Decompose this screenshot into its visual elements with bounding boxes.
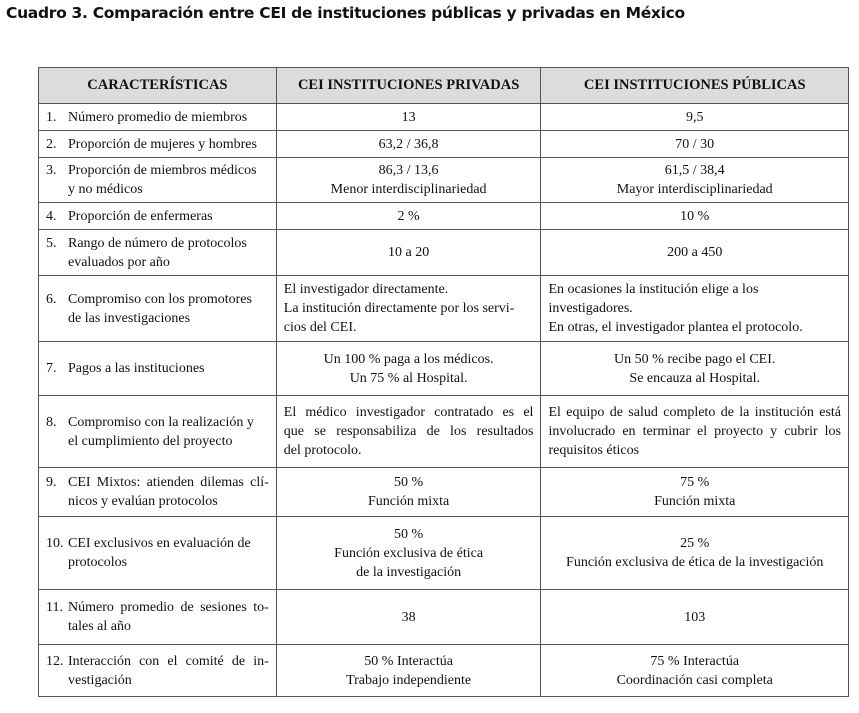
table-row [39, 104, 849, 131]
publicas-cell [541, 468, 849, 517]
cell-line: y no médicos [68, 182, 143, 197]
cell-line: Pagos a las instituciones [68, 361, 205, 376]
cell-line: La institución directamente por los servi- [283, 301, 515, 316]
cell-line: Se encauza al Hospital. [629, 370, 761, 386]
feature-cell [39, 517, 277, 590]
row-number: 3. [46, 163, 57, 178]
table-row [39, 203, 849, 230]
cell-line: 38 [401, 609, 416, 625]
cell-line: 9,5 [685, 109, 704, 125]
cell-line: 61,5 / 38,4 [664, 163, 725, 178]
cell-line: El médico investigador contratado es el [283, 405, 534, 420]
cell-line: 2 % [397, 208, 420, 224]
feature-cell [39, 158, 277, 203]
header-privadas: CEI INSTITUCIONES PRIVADAS [276, 68, 541, 104]
table-row [39, 276, 849, 342]
cell-line: En otras, el investigador plantea el protocolo. [548, 320, 803, 335]
cell-line: Mayor interdisciplinariedad [616, 182, 773, 197]
cell-line: Un 50 % recibe pago el CEI. [614, 351, 776, 367]
feature-cell [39, 104, 277, 131]
cell-line: Un 75 % al Hospital. [349, 370, 468, 386]
publicas-cell [541, 131, 849, 158]
cell-line: que se responsabiliza de los resultados [283, 424, 534, 439]
privadas-cell [276, 645, 541, 697]
cell-line: El equipo de salud completo de la institución está [548, 405, 841, 420]
row-number: 10. [46, 536, 64, 551]
publicas-cell [541, 645, 849, 697]
privadas-cell [276, 590, 541, 645]
privadas-cell [276, 517, 541, 590]
cell-line: Compromiso con la realización y [68, 414, 254, 430]
table-row [39, 468, 849, 517]
row-number: 4. [46, 208, 57, 224]
feature-cell [39, 203, 277, 230]
cell-line: Coordinación casi completa [616, 672, 773, 688]
publicas-cell [541, 517, 849, 590]
cell-line: 103 [684, 609, 706, 625]
cell-line: Menor interdisciplinariedad [330, 182, 487, 197]
row-number: 11. [46, 600, 63, 615]
row-number: 1. [46, 109, 57, 125]
privadas-cell [276, 158, 541, 203]
privadas-cell [276, 342, 541, 396]
cell-line: vestigación [68, 672, 132, 688]
cell-line: involucrado en terminar el proyecto y cubrir los [548, 424, 841, 439]
cell-line: Función mixta [367, 494, 450, 509]
cell-line: CEI Mixtos: atienden dilemas clí- [68, 475, 269, 490]
table-row [39, 342, 849, 396]
table-row [39, 517, 849, 590]
cell-line: evaluados por año [68, 254, 170, 270]
publicas-cell [541, 158, 849, 203]
cell-line: nicos y evalúan protocolos [68, 494, 218, 509]
comparison-table [38, 67, 849, 697]
cell-line: En ocasiones la institución elige a los investigadores. [548, 282, 759, 316]
publicas-cell [541, 396, 849, 468]
privadas-cell [276, 468, 541, 517]
publicas-cell [541, 203, 849, 230]
privadas-cell [276, 104, 541, 131]
publicas-cell [541, 342, 849, 396]
cell-line: Número promedio de miembros [68, 109, 248, 125]
cell-line: tales al año [68, 619, 131, 634]
cell-line: de la investigación [356, 564, 462, 580]
cell-line: Proporción de mujeres y hombres [68, 136, 257, 152]
cell-line: Función mixta [654, 494, 736, 509]
row-number: 2. [46, 136, 57, 152]
cell-line: Rango de número de protocolos [68, 235, 247, 251]
table-row [39, 645, 849, 697]
table-row [39, 396, 849, 468]
feature-cell [39, 131, 277, 158]
cell-line: 63,2 / 36,8 [378, 136, 439, 152]
cell-line: 50 % Interactúa [364, 653, 453, 669]
cell-line: 75 % Interactúa [650, 653, 740, 669]
table-row [39, 230, 849, 276]
cell-line: 200 a 450 [667, 245, 723, 260]
row-number: 8. [46, 414, 57, 430]
cell-line: Interacción con el comité de in- [68, 653, 269, 669]
cell-line: 86,3 / 13,6 [378, 163, 439, 178]
cell-line: 25 % [680, 536, 710, 551]
cell-line: Función exclusiva de ética [334, 545, 484, 561]
table-caption: Cuadro 3. Comparación entre CEI de instituciones públicas y privadas en México [6, 4, 685, 22]
privadas-cell [276, 230, 541, 276]
feature-cell [39, 396, 277, 468]
cell-line: Proporción de enfermeras [68, 208, 213, 224]
publicas-cell [541, 590, 849, 645]
row-number: 12. [46, 653, 64, 669]
feature-cell [39, 342, 277, 396]
publicas-cell [541, 104, 849, 131]
cell-line: protocolos [68, 555, 128, 570]
feature-cell [39, 276, 277, 342]
table-row [39, 590, 849, 645]
row-number: 5. [46, 235, 57, 251]
cell-line: el cumplimiento del proyecto [68, 433, 233, 449]
cell-line: El investigador directamente. [283, 282, 449, 297]
cell-line: requisitos éticos [548, 443, 640, 458]
table-row [39, 131, 849, 158]
privadas-cell [276, 203, 541, 230]
header-publicas: CEI INSTITUCIONES PÚBLICAS [541, 68, 849, 104]
cell-line: del protocolo. [283, 443, 362, 458]
row-number: 7. [46, 361, 57, 376]
cell-line: 70 / 30 [675, 136, 715, 152]
publicas-cell [541, 230, 849, 276]
header-caracteristicas: CARACTERÍSTICAS [39, 68, 277, 104]
feature-cell [39, 590, 277, 645]
cell-line: Un 100 % paga a los médicos. [323, 351, 494, 367]
feature-cell [39, 468, 277, 517]
cell-line: de las investigaciones [68, 310, 191, 326]
table-row [39, 158, 849, 203]
privadas-cell [276, 131, 541, 158]
cell-line: Compromiso con los promotores [68, 291, 252, 307]
cell-line: CEI exclusivos en evaluación de [68, 536, 251, 551]
cell-line: 10 % [680, 208, 710, 224]
cell-line: 50 % [394, 526, 424, 542]
cell-line: 13 [401, 109, 416, 125]
cell-line: 50 % [394, 475, 424, 490]
cell-line: Número promedio de sesiones to- [68, 600, 269, 615]
row-number: 9. [46, 475, 57, 490]
cell-line: 10 a 20 [388, 245, 430, 260]
publicas-cell [541, 276, 849, 342]
cell-line: Proporción de miembros médicos [68, 163, 257, 178]
privadas-cell [276, 276, 541, 342]
privadas-cell [276, 396, 541, 468]
cell-line: Función exclusiva de ética de la investigación [566, 555, 824, 570]
feature-cell [39, 230, 277, 276]
feature-cell [39, 645, 277, 697]
header-row [39, 68, 849, 104]
cell-line: cios del CEI. [283, 320, 357, 335]
row-number: 6. [46, 291, 57, 307]
cell-line: 75 % [680, 475, 710, 490]
cell-line: Trabajo independiente [346, 672, 472, 688]
